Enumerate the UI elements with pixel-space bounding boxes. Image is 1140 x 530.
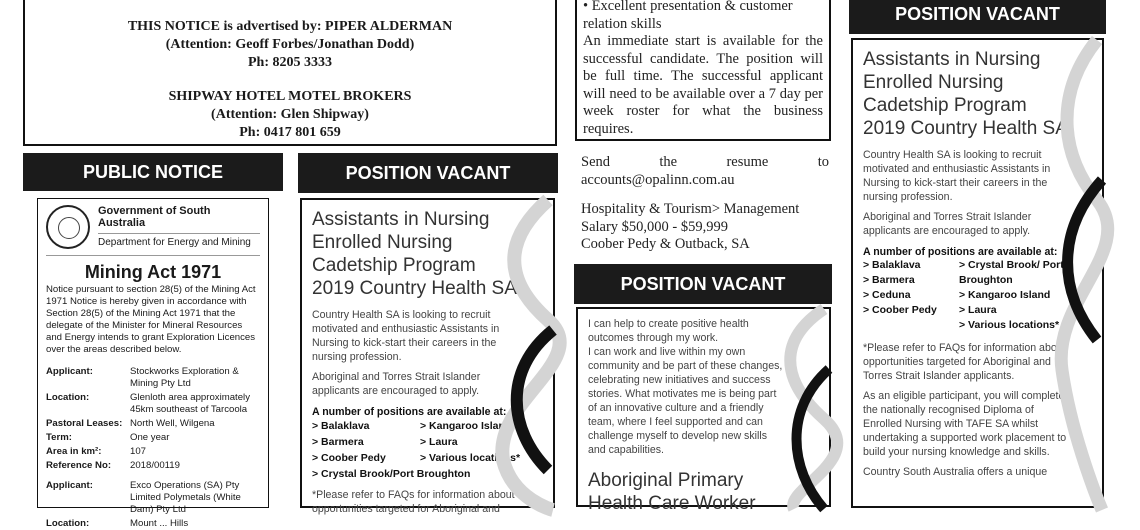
notice-phone: Ph: 8205 3333 bbox=[248, 55, 332, 70]
pv2-contact bbox=[581, 154, 829, 254]
public-notice-header: PUBLIC NOTICE bbox=[23, 153, 283, 191]
pv1-positions-label: A number of positions are available at: bbox=[312, 406, 507, 418]
position-item: > Various locations* bbox=[959, 319, 1060, 331]
pv1-title: Assistants in Nursing Enrolled Nursing Cadetship Program 2019 Country Health SA bbox=[312, 209, 517, 299]
licence-entries bbox=[46, 366, 260, 530]
pv1-positions-list bbox=[312, 418, 522, 466]
pv2-location: Coober Pedy & Outback, SA bbox=[581, 236, 750, 252]
entry-value: 107 bbox=[130, 446, 147, 457]
pv2-salary: Salary $50,000 - $59,999 bbox=[581, 218, 728, 235]
entry-value: North Well, Wilgena bbox=[130, 418, 215, 429]
position-item: > Barmera bbox=[863, 274, 915, 286]
pv1-intro: Country Health SA is looking to recruit motivated and enthusiastic Assistants in Nursing to kick-start their careers in the nursing profession. bbox=[312, 309, 500, 363]
position-item: > Coober Pedy bbox=[312, 452, 386, 464]
pv4-intro: Country Health SA is looking to recruit motivated and enthusiastic Assistants in Nursing to kick-start their careers in the nursing profession. bbox=[863, 149, 1051, 203]
pv4-positions-list bbox=[863, 258, 1078, 333]
entry-key: Location: bbox=[46, 518, 90, 529]
entry-value: Mount ... Hills bbox=[130, 518, 189, 529]
pv4-positions-right bbox=[959, 258, 1078, 333]
licence-entry-row bbox=[46, 392, 260, 416]
pv4-country: Country South Australia offers a unique bbox=[863, 466, 1048, 478]
pv2-bullet: • Excellent presentation & customer relation skills bbox=[583, 0, 793, 32]
pv3-p2: I can work and live within my own community and be part of these changes, celebrating new initiatives and success stories. What motivates me is being part of an innovative culture and a friendly team, where I feel supported and can challenge myself to develop new skills and capabilities. bbox=[588, 346, 783, 456]
pv4-title: Assistants in Nursing Enrolled Nursing Cadetship Program 2019 Country Health SA bbox=[863, 49, 1068, 139]
pv4-positions-label: A number of positions are available at: bbox=[863, 246, 1058, 258]
pv1-header: POSITION VACANT bbox=[298, 153, 558, 193]
entry-value: Glenloth area approximately 45km southeast of Tarcoola bbox=[130, 392, 250, 415]
act-intro: Notice pursuant to section 28(5) of the Mining Act 1971 Notice is hereby given in accordance with Section 28(5) of the Mining Act 1971 that the delegate of the Minister for Mineral Resources and Energy intends to grant Exploration Licences over the areas described below. bbox=[46, 284, 256, 355]
entry-value: One year bbox=[130, 432, 170, 443]
position-item: > Laura bbox=[420, 436, 458, 448]
pv3-title: Aboriginal Primary Health Care Worker bbox=[588, 470, 756, 514]
pv4-body bbox=[851, 38, 1104, 508]
pv1-body bbox=[300, 198, 555, 515]
position-item: > Kangaroo Island bbox=[420, 420, 512, 432]
pv2-details: An immediate start is available for the successful candidate. The position will be full time. The successful applicant will need to be available over a 7 day per week roster for what the business requires. bbox=[583, 33, 823, 137]
entry-value: 2018/00119 bbox=[130, 460, 180, 471]
pv2-send-line bbox=[581, 154, 829, 189]
position-item: > Barmera bbox=[312, 436, 364, 448]
entry-key: Term: bbox=[46, 432, 72, 443]
pv3-body bbox=[576, 307, 831, 514]
entry-key: Reference No: bbox=[46, 460, 112, 471]
position-item: > Coober Pedy bbox=[863, 304, 937, 316]
licence-entry-row bbox=[46, 418, 260, 430]
pv4-faq-note: *Please refer to FAQs for information about opportunities targeted for Aboriginal and Torres Strait Islander applicants. bbox=[863, 342, 1066, 382]
notice-attention: (Attention: Geoff Forbes/Jonathan Dodd) bbox=[165, 37, 415, 52]
sa-crest-icon bbox=[46, 205, 90, 249]
gov-title: Government of South Australia bbox=[98, 205, 211, 229]
entry-key: Applicant: bbox=[46, 366, 93, 377]
entry-value: Stockworks Exploration & Mining Pty Ltd bbox=[130, 366, 239, 389]
licence-entry-row bbox=[46, 460, 260, 472]
pv1-eligibility: Aboriginal and Torres Strait Islander applicants are encouraged to apply. bbox=[312, 371, 481, 397]
pv4-eligibility: Aboriginal and Torres Strait Islander applicants are encouraged to apply. bbox=[863, 211, 1032, 237]
position-item: > Ceduna bbox=[863, 289, 911, 301]
position-item: > Various locations* bbox=[420, 452, 521, 464]
gov-header bbox=[46, 205, 260, 256]
pv2-ad-box bbox=[575, 0, 831, 141]
notice-advertiser: THIS NOTICE is advertised by: PIPER ALDERMAN bbox=[127, 19, 453, 34]
position-item: > Crystal Brook/Port Broughton bbox=[312, 468, 471, 480]
notice-broker: SHIPWAY HOTEL MOTEL BROKERS bbox=[168, 89, 412, 104]
pv4-positions-left bbox=[863, 258, 953, 333]
notice-broker-phone: Ph: 0417 801 659 bbox=[239, 125, 341, 140]
entry-key: Pastoral Leases: bbox=[46, 418, 123, 429]
notice-broker-attention: (Attention: Glen Shipway) bbox=[211, 107, 369, 122]
licence-entry-row bbox=[46, 518, 260, 530]
position-item: > Balaklava bbox=[863, 259, 921, 271]
entry-value: Exco Operations (SA) Pty Limited Polymetals (White Dam) Pty Ltd bbox=[130, 480, 241, 515]
pv4-diploma: As an eligible participant, you will complete the nationally recognised Diploma of Enrolled Nursing with TAFE SA whilst undertaking a supported work placement to build your nursing knowledge and skills. bbox=[863, 390, 1067, 458]
position-item: > Laura bbox=[959, 304, 997, 316]
top-notice-box bbox=[23, 0, 557, 146]
pv4-header: POSITION VACANT bbox=[849, 0, 1106, 34]
gov-department: Department for Energy and Mining bbox=[98, 233, 260, 249]
pv3-header: POSITION VACANT bbox=[574, 264, 832, 304]
pv1-position-last bbox=[312, 466, 543, 482]
position-item: > Kangaroo Island bbox=[959, 289, 1051, 301]
entry-key: Area in km²: bbox=[46, 446, 102, 457]
licence-entry-row bbox=[46, 446, 260, 458]
position-item: > Balaklava bbox=[312, 420, 370, 432]
pv3-p1: I can help to create positive health outcomes through my work. bbox=[588, 318, 749, 344]
pv2-category: Hospitality & Tourism> Management bbox=[581, 201, 800, 217]
licence-entry-row bbox=[46, 366, 260, 390]
licence-entry-row bbox=[46, 480, 260, 516]
entry-key: Location: bbox=[46, 392, 90, 403]
public-notice-body bbox=[37, 198, 269, 529]
entry-key: Applicant: bbox=[46, 480, 93, 491]
pv2-send-text: Send the resume to accounts@opalinn.com.au bbox=[581, 154, 829, 188]
position-item: > Crystal Brook/ Port Broughton bbox=[959, 259, 1064, 286]
pv1-faq-note: *Please refer to FAQs for information about opportunities targeted for Aboriginal and bbox=[312, 489, 515, 515]
licence-entry-row bbox=[46, 432, 260, 444]
act-title: Mining Act 1971 bbox=[84, 262, 222, 282]
